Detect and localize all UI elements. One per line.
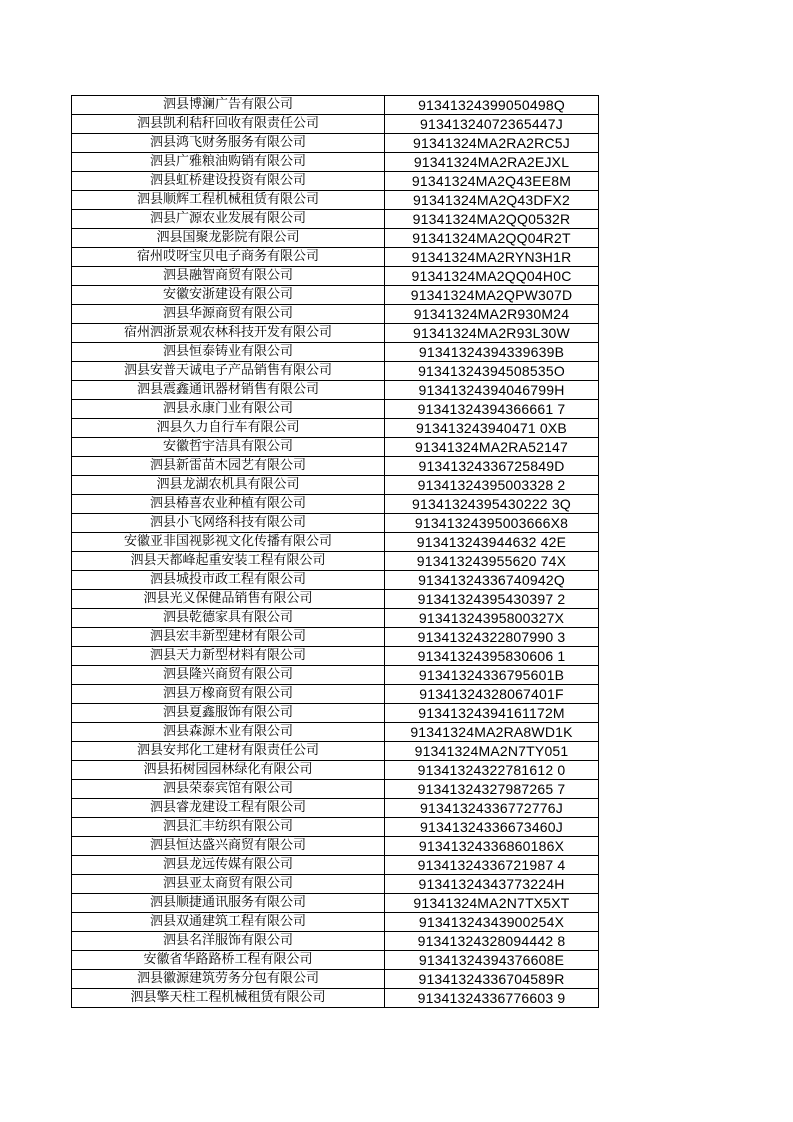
credit-code-cell: 91341324395800327X: [385, 609, 599, 628]
credit-code-cell: 91341324327987265 7: [385, 780, 599, 799]
table-row: [72, 951, 599, 970]
company-name-cell: 泗县安普天诚电子产品销售有限公司: [72, 362, 385, 381]
company-name-cell: 泗县光义保健品销售有限公司: [72, 590, 385, 609]
table-row: [72, 343, 599, 362]
table-row: [72, 723, 599, 742]
company-name-cell: 泗县睿龙建设工程有限公司: [72, 799, 385, 818]
credit-code-cell: 91341324336776603 9: [385, 989, 599, 1008]
company-name-cell: 泗县永康门业有限公司: [72, 400, 385, 419]
credit-code-cell: 913413243940471 0XB: [385, 419, 599, 438]
credit-code-cell: 91341324395430397 2: [385, 590, 599, 609]
credit-code-cell: 91341324395003328 2: [385, 476, 599, 495]
company-name-cell: 泗县融智商贸有限公司: [72, 267, 385, 286]
table-row: [72, 305, 599, 324]
company-name-cell: 泗县乾德家具有限公司: [72, 609, 385, 628]
company-name-cell: 安徽省华路路桥工程有限公司: [72, 951, 385, 970]
credit-code-cell: 91341324394376608E: [385, 951, 599, 970]
table-row: [72, 172, 599, 191]
company-name-cell: 泗县汇丰纺织有限公司: [72, 818, 385, 837]
company-name-cell: 泗县广源农业发展有限公司: [72, 210, 385, 229]
company-name-cell: 泗县龙远传媒有限公司: [72, 856, 385, 875]
credit-code-cell: 91341324322781612 0: [385, 761, 599, 780]
company-name-cell: 泗县万橡商贸有限公司: [72, 685, 385, 704]
credit-code-cell: 91341324336725849D: [385, 457, 599, 476]
table-row: [72, 609, 599, 628]
company-name-cell: 泗县小飞网络科技有限公司: [72, 514, 385, 533]
company-name-cell: 泗县华源商贸有限公司: [72, 305, 385, 324]
credit-code-cell: 91341324MA2RA2RC5J: [385, 134, 599, 153]
company-name-cell: 泗县博澜广告有限公司: [72, 96, 385, 115]
company-name-cell: 安徽安浙建设有限公司: [72, 286, 385, 305]
table-row: [72, 362, 599, 381]
company-name-cell: 泗县宏丰新型建材有限公司: [72, 628, 385, 647]
credit-code-cell: 91341324395003666X8: [385, 514, 599, 533]
credit-code-cell: 91341324MA2N7TY051: [385, 742, 599, 761]
credit-code-cell: 91341324MA2RYN3H1R: [385, 248, 599, 267]
company-name-cell: 泗县虹桥建设投资有限公司: [72, 172, 385, 191]
company-name-cell: 泗县名洋服饰有限公司: [72, 932, 385, 951]
table-row: [72, 400, 599, 419]
table-row: [72, 153, 599, 172]
company-name-cell: 泗县顺辉工程机械租赁有限公司: [72, 191, 385, 210]
table-row: [72, 913, 599, 932]
credit-code-cell: 91341324395830606 1: [385, 647, 599, 666]
company-name-cell: 泗县天力新型材料有限公司: [72, 647, 385, 666]
credit-code-cell: 91341324395430222 3Q: [385, 495, 599, 514]
table-row: [72, 191, 599, 210]
table-row: [72, 989, 599, 1008]
company-name-cell: 泗县安邦化工建材有限责任公司: [72, 742, 385, 761]
company-name-cell: 泗县隆兴商贸有限公司: [72, 666, 385, 685]
table-row: [72, 552, 599, 571]
company-name-cell: 泗县恒达盛兴商贸有限公司: [72, 837, 385, 856]
company-name-cell: 泗县龙湖农机具有限公司: [72, 476, 385, 495]
table-row: [72, 761, 599, 780]
table-row: [72, 438, 599, 457]
company-name-cell: 泗县国聚龙影院有限公司: [72, 229, 385, 248]
credit-code-cell: 91341324394046799H: [385, 381, 599, 400]
table-row: [72, 210, 599, 229]
table-row: [72, 286, 599, 305]
credit-code-cell: 91341324MA2QQ04R2T: [385, 229, 599, 248]
credit-code-cell: 91341324394339639B: [385, 343, 599, 362]
table-row: [72, 742, 599, 761]
company-name-cell: 泗县城投市政工程有限公司: [72, 571, 385, 590]
table-row: [72, 96, 599, 115]
credit-code-cell: 91341324MA2R930M24: [385, 305, 599, 324]
credit-code-cell: 91341324MA2Q43DFX2: [385, 191, 599, 210]
table-row: [72, 419, 599, 438]
company-name-cell: 泗县鸿飞财务服务有限公司: [72, 134, 385, 153]
credit-code-cell: 913413243944632 42E: [385, 533, 599, 552]
credit-code-cell: 91341324072365447J: [385, 115, 599, 134]
company-name-cell: 泗县凯利秸秆回收有限责任公司: [72, 115, 385, 134]
company-name-cell: 安徽哲宇洁具有限公司: [72, 438, 385, 457]
table-row: [72, 818, 599, 837]
credit-code-cell: 91341324336704589R: [385, 970, 599, 989]
credit-code-cell: 91341324336772776J: [385, 799, 599, 818]
credit-code-cell: 91341324343900254X: [385, 913, 599, 932]
table-row: [72, 628, 599, 647]
table-row: [72, 514, 599, 533]
credit-code-cell: 91341324394366661 7: [385, 400, 599, 419]
table-row: [72, 229, 599, 248]
company-name-cell: 泗县拓树园园林绿化有限公司: [72, 761, 385, 780]
company-name-cell: 泗县恒泰铸业有限公司: [72, 343, 385, 362]
credit-code-cell: 91341324394508535O: [385, 362, 599, 381]
company-name-cell: 泗县广雅粮油购销有限公司: [72, 153, 385, 172]
company-name-cell: 泗县亚太商贸有限公司: [72, 875, 385, 894]
company-name-cell: 泗县夏鑫服饰有限公司: [72, 704, 385, 723]
company-name-cell: 宿州泗浙景观农林科技开发有限公司: [72, 324, 385, 343]
credit-code-cell: 91341324336860186X: [385, 837, 599, 856]
credit-code-cell: 91341324394161172M: [385, 704, 599, 723]
credit-code-cell: 91341324MA2RA8WD1K: [385, 723, 599, 742]
company-name-cell: 泗县天都峰起重安装工程有限公司: [72, 552, 385, 571]
credit-code-cell: 91341324MA2Q43EE8M: [385, 172, 599, 191]
table-row: [72, 457, 599, 476]
table-row: [72, 970, 599, 989]
table-row: [72, 571, 599, 590]
credit-code-cell: 91341324MA2QQ04H0C: [385, 267, 599, 286]
company-name-cell: 泗县双通建筑工程有限公司: [72, 913, 385, 932]
table-row: [72, 381, 599, 400]
table-row: [72, 894, 599, 913]
credit-code-cell: 91341324336673460J: [385, 818, 599, 837]
credit-code-cell: 91341324328067401F: [385, 685, 599, 704]
table-row: [72, 324, 599, 343]
table-row: [72, 932, 599, 951]
table-row: [72, 837, 599, 856]
registry-table-body: [72, 96, 599, 1008]
table-row: [72, 267, 599, 286]
credit-code-cell: 91341324336740942Q: [385, 571, 599, 590]
credit-code-cell: 91341324MA2QQ0532R: [385, 210, 599, 229]
table-row: [72, 248, 599, 267]
table-row: [72, 590, 599, 609]
table-row: [72, 856, 599, 875]
table-row: [72, 647, 599, 666]
credit-code-cell: 91341324328094442 8: [385, 932, 599, 951]
table-row: [72, 875, 599, 894]
table-row: [72, 495, 599, 514]
credit-code-cell: 91341324322807990 3: [385, 628, 599, 647]
credit-code-cell: 91341324MA2RA52147: [385, 438, 599, 457]
table-row: [72, 533, 599, 552]
table-row: [72, 799, 599, 818]
table-row: [72, 115, 599, 134]
table-row: [72, 476, 599, 495]
table-row: [72, 685, 599, 704]
table-row: [72, 666, 599, 685]
company-name-cell: 泗县徽源建筑劳务分包有限公司: [72, 970, 385, 989]
credit-code-cell: 91341324MA2QPW307D: [385, 286, 599, 305]
company-name-cell: 泗县新雷苗木园艺有限公司: [72, 457, 385, 476]
table-row: [72, 704, 599, 723]
company-name-cell: 宿州哎呀宝贝电子商务有限公司: [72, 248, 385, 267]
company-name-cell: 泗县震鑫通讯器材销售有限公司: [72, 381, 385, 400]
company-name-cell: 泗县顺捷通讯服务有限公司: [72, 894, 385, 913]
credit-code-cell: 91341324336721987 4: [385, 856, 599, 875]
credit-code-cell: 91341324MA2RA2EJXL: [385, 153, 599, 172]
credit-code-cell: 91341324336795601B: [385, 666, 599, 685]
credit-code-cell: 91341324399050498Q: [385, 96, 599, 115]
company-registry-table: [71, 95, 599, 1008]
table-row: [72, 780, 599, 799]
company-name-cell: 泗县椿喜农业种植有限公司: [72, 495, 385, 514]
company-name-cell: 泗县久力自行车有限公司: [72, 419, 385, 438]
table-row: [72, 134, 599, 153]
credit-code-cell: 91341324343773224H: [385, 875, 599, 894]
company-name-cell: 安徽亚非国视影视文化传播有限公司: [72, 533, 385, 552]
company-name-cell: 泗县擎天柱工程机械租赁有限公司: [72, 989, 385, 1008]
credit-code-cell: 91341324MA2N7TX5XT: [385, 894, 599, 913]
company-name-cell: 泗县荣泰宾馆有限公司: [72, 780, 385, 799]
company-name-cell: 泗县森源木业有限公司: [72, 723, 385, 742]
credit-code-cell: 91341324MA2R93L30W: [385, 324, 599, 343]
credit-code-cell: 913413243955620 74X: [385, 552, 599, 571]
